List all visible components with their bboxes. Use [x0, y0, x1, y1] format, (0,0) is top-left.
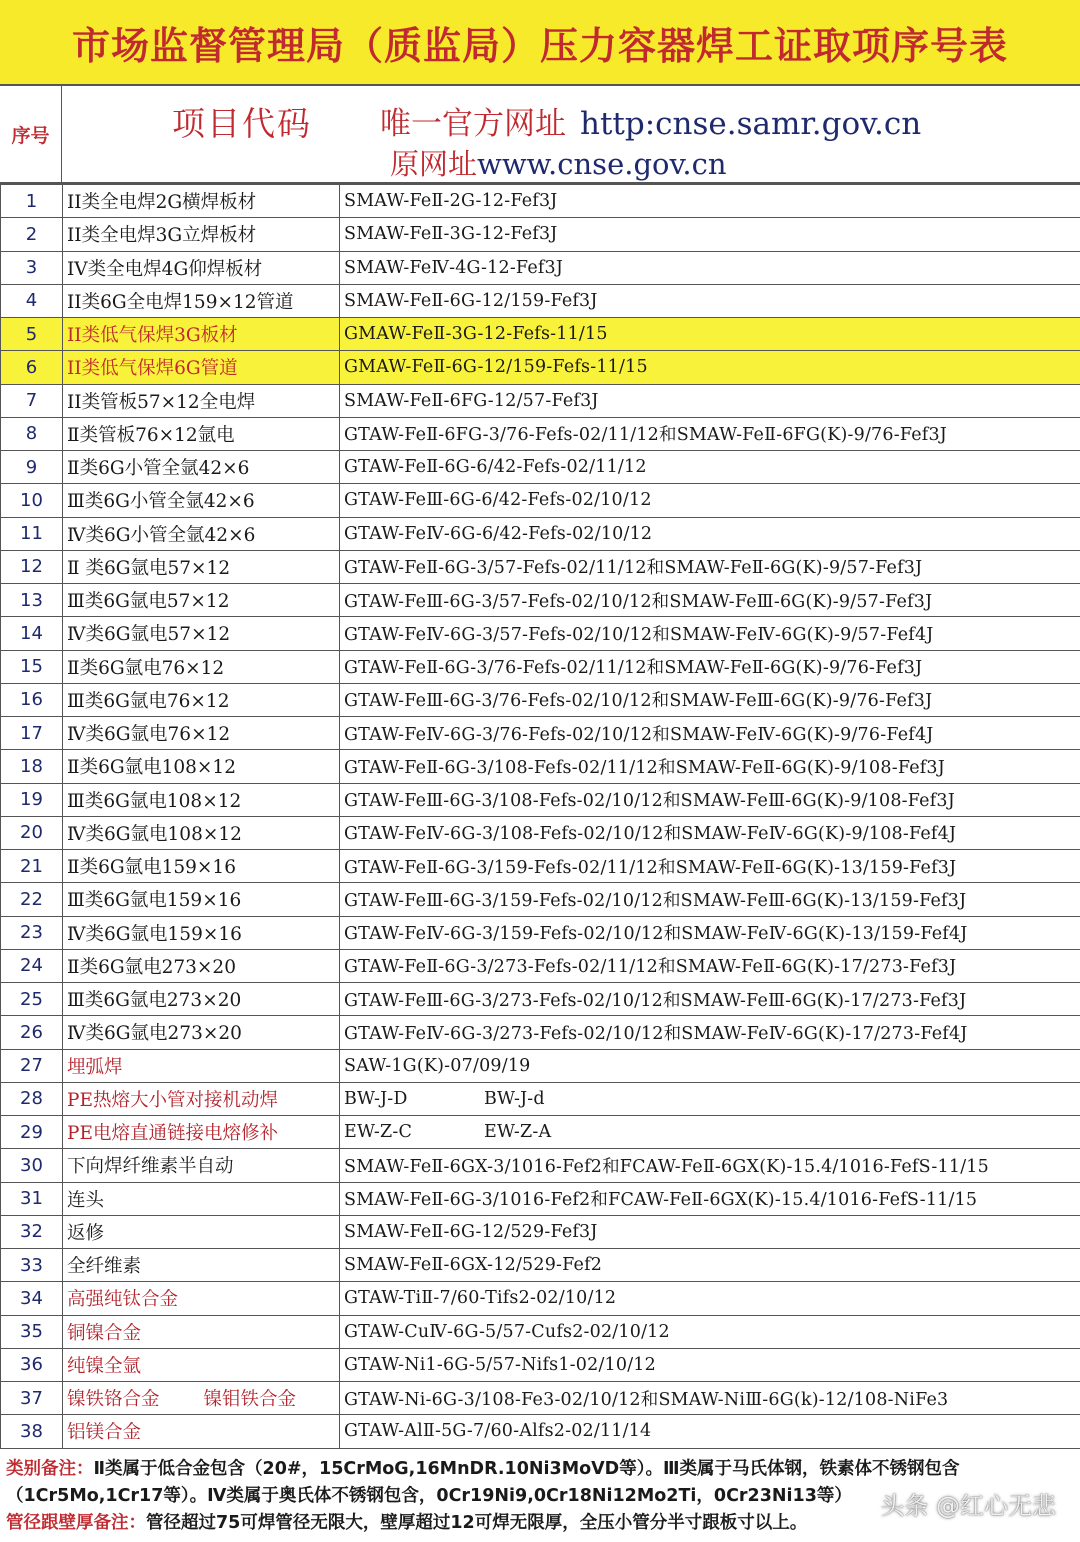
row-item-code: GTAW-FeⅢ-6G-3/57-Fefs-02/10/12和SMAW-FeⅢ-6G(K)-9/57-Fef3J — [340, 584, 1080, 617]
row-seq: 17 — [1, 717, 63, 750]
row-item-code: SMAW-FeⅡ-6FG-12/57-Fef3J — [340, 384, 1080, 417]
row-item-code: SMAW-FeⅡ-2G-12-Fef3J — [340, 185, 1080, 218]
row-item-code: GMAW-FeⅡ-6G-12/159-Fefs-11/15 — [340, 351, 1080, 384]
row-item-name: II类低气保焊3G板材 — [63, 318, 340, 351]
row-seq: 15 — [1, 650, 63, 683]
official-site — [380, 98, 921, 143]
row-item-name: II类6G全电焊159×12管道 — [63, 284, 340, 317]
table-row — [1, 949, 1080, 982]
certificate-table — [0, 184, 1080, 1449]
row-item-code: SAW-1G(K)-07/09/19 — [340, 1049, 1080, 1082]
row-item-code: GTAW-Ni-6G-3/108-Fe3-02/10/12和SMAW-NiⅢ-6G(k)-12/108-NiFe3 — [340, 1382, 1080, 1415]
row-item-name: Ⅳ类6G氩电273×20 — [63, 1016, 340, 1049]
pipe-note-text: 管径超过75可焊管径无限大，壁厚超过12可焊无限厚，全压小管分半寸跟板寸以上。 — [146, 1513, 808, 1533]
row-item-name: Ⅱ类6G氩电108×12 — [63, 750, 340, 783]
row-item-name: Ⅲ类6G氩电57×12 — [63, 584, 340, 617]
table-row — [1, 1116, 1080, 1149]
table-row — [1, 218, 1080, 251]
category-note — [6, 1456, 1074, 1483]
category-note-label: 类别备注： — [6, 1459, 94, 1479]
row-item-name: II类全电焊3G立焊板材 — [63, 218, 340, 251]
table-row — [1, 1149, 1080, 1182]
row-item-code: SMAW-FeⅡ-6GX-3/1016-Fef2和FCAW-FeⅡ-6GX(K)-15.4/1016-FefS-11/15 — [340, 1149, 1080, 1182]
row-item-code: SMAW-FeⅡ-6G-3/1016-Fef2和FCAW-FeⅡ-6GX(K)-15.4/1016-FefS-11/15 — [340, 1182, 1080, 1215]
row-item-name: Ⅱ 类6G氩电57×12 — [63, 550, 340, 583]
row-item-code: GTAW-AlⅡ-5G-7/60-Alfs2-02/11/14 — [340, 1415, 1080, 1448]
row-item-name: 下向焊纤维素半自动 — [63, 1149, 340, 1182]
row-seq: 33 — [1, 1249, 63, 1282]
table-row — [1, 351, 1080, 384]
row-item-code: SMAW-FeⅡ-6G-12/159-Fef3J — [340, 284, 1080, 317]
row-item-code: GTAW-FeⅣ-6G-3/108-Fefs-02/10/12和SMAW-FeⅣ-6G(K)-9/108-Fef4J — [340, 816, 1080, 849]
row-item-code: GTAW-CuⅣ-6G-5/57-Cufs2-02/10/12 — [340, 1315, 1080, 1348]
title-bar — [0, 0, 1080, 86]
row-seq: 32 — [1, 1215, 63, 1248]
row-item-code-b: EW-Z-A — [484, 1122, 552, 1143]
row-item-name: Ⅱ类6G小管全氩42×6 — [63, 451, 340, 484]
table-row — [1, 384, 1080, 417]
row-seq: 26 — [1, 1016, 63, 1049]
row-seq: 30 — [1, 1149, 63, 1182]
row-item-code: GTAW-FeⅣ-6G-3/76-Fefs-02/10/12和SMAW-FeⅣ-6G(K)-9/76-Fef4J — [340, 717, 1080, 750]
table-row — [1, 251, 1080, 284]
row-item-code: GTAW-FeⅢ-6G-3/76-Fefs-02/10/12和SMAW-FeⅢ-6G(K)-9/76-Fef3J — [340, 683, 1080, 716]
row-item-name: Ⅳ类6G小管全氩42×6 — [63, 517, 340, 550]
row-item-name: Ⅲ类6G氩电108×12 — [63, 783, 340, 816]
table-row — [1, 1348, 1080, 1381]
table-row — [1, 318, 1080, 351]
row-item-name: Ⅲ类6G小管全氩42×6 — [63, 484, 340, 517]
row-item-code: GTAW-FeⅡ-6G-6/42-Fefs-02/11/12 — [340, 451, 1080, 484]
row-seq: 10 — [1, 484, 63, 517]
row-item-code: GTAW-FeⅢ-6G-3/159-Fefs-02/10/12和SMAW-FeⅢ-6G(K)-13/159-Fef3J — [340, 883, 1080, 916]
row-item-name — [63, 1382, 340, 1415]
row-seq: 29 — [1, 1116, 63, 1149]
row-item-code: GTAW-FeⅡ-6G-3/273-Fefs-02/11/12和SMAW-FeⅡ-6G(K)-17/273-Fef3J — [340, 949, 1080, 982]
row-item-name: 纯镍全氩 — [63, 1348, 340, 1381]
table-row — [1, 816, 1080, 849]
row-item-code — [340, 1082, 1080, 1115]
row-item-code-b: BW-J-d — [484, 1088, 545, 1109]
table-row — [1, 850, 1080, 883]
row-item-code: GTAW-FeⅣ-6G-3/159-Fefs-02/10/12和SMAW-FeⅣ-6G(K)-13/159-Fef4J — [340, 916, 1080, 949]
table-row — [1, 1382, 1080, 1415]
old-site — [390, 142, 727, 183]
row-item-name: 连头 — [63, 1182, 340, 1215]
row-seq: 4 — [1, 284, 63, 317]
row-item-code: GMAW-FeⅡ-3G-12-Fefs-11/15 — [340, 318, 1080, 351]
table-row — [1, 983, 1080, 1016]
row-item-name: Ⅳ类6G氩电159×16 — [63, 916, 340, 949]
row-seq: 14 — [1, 617, 63, 650]
row-item-name: 高强纯钛合金 — [63, 1282, 340, 1315]
row-item-name: 全纤维素 — [63, 1249, 340, 1282]
table-row — [1, 1282, 1080, 1315]
table-row — [1, 284, 1080, 317]
official-site-label: 唯一官方网址 — [380, 106, 566, 142]
row-seq: 2 — [1, 218, 63, 251]
table-row — [1, 1182, 1080, 1215]
row-item-code: SMAW-FeⅡ-6G-12/529-Fef3J — [340, 1215, 1080, 1248]
watermark: 头条 @红心无悲 — [880, 1492, 1056, 1520]
row-item-code: SMAW-FeⅣ-4G-12-Fef3J — [340, 251, 1080, 284]
row-seq: 8 — [1, 417, 63, 450]
row-item-name: Ⅱ类6G氩电76×12 — [63, 650, 340, 683]
table-row — [1, 1415, 1080, 1448]
row-seq: 13 — [1, 584, 63, 617]
row-item-name: Ⅲ类6G氩电159×16 — [63, 883, 340, 916]
row-item-code: GTAW-FeⅡ-6G-3/108-Fefs-02/11/12和SMAW-FeⅡ-6G(K)-9/108-Fef3J — [340, 750, 1080, 783]
old-site-label: 原网址 — [390, 147, 478, 181]
row-item-code: GTAW-FeⅣ-6G-6/42-Fefs-02/10/12 — [340, 517, 1080, 550]
row-seq: 16 — [1, 683, 63, 716]
category-note-text-1: Ⅱ类属于低合金包含（20#，15CrMoG,16MnDR.10Ni3MoVD等）。Ⅲ类属于马氏体钢，铁素体不锈钢包含 — [93, 1459, 960, 1479]
row-item-name: 返修 — [63, 1215, 340, 1248]
table-row — [1, 783, 1080, 816]
row-item-name: 铜镍合金 — [63, 1315, 340, 1348]
row-item-name: II类全电焊2G横焊板材 — [63, 185, 340, 218]
table-row — [1, 1082, 1080, 1115]
table-row — [1, 650, 1080, 683]
table-row — [1, 617, 1080, 650]
table-row — [1, 750, 1080, 783]
row-item-code: GTAW-FeⅢ-6G-3/273-Fefs-02/10/12和SMAW-FeⅢ-6G(K)-17/273-Fef3J — [340, 983, 1080, 1016]
table-row — [1, 550, 1080, 583]
row-seq: 18 — [1, 750, 63, 783]
table-row — [1, 1215, 1080, 1248]
table-row — [1, 484, 1080, 517]
row-item-name: 铝镁合金 — [63, 1415, 340, 1448]
row-item-name: II类管板57×12全电焊 — [63, 384, 340, 417]
row-item-code: GTAW-FeⅡ-6G-3/57-Fefs-02/11/12和SMAW-FeⅡ-6G(K)-9/57-Fef3J — [340, 550, 1080, 583]
row-item-code-a: EW-Z-C — [344, 1122, 413, 1143]
table-row — [1, 883, 1080, 916]
row-seq: 35 — [1, 1315, 63, 1348]
table-row — [1, 916, 1080, 949]
row-item-code: GTAW-FeⅡ-6FG-3/76-Fefs-02/11/12和SMAW-FeⅡ-6FG(K)-9/76-Fef3J — [340, 417, 1080, 450]
row-item-name: Ⅳ类6G氩电57×12 — [63, 617, 340, 650]
table-header — [0, 86, 1080, 184]
pipe-note-label: 管径跟壁厚备注： — [6, 1513, 146, 1533]
official-site-url[interactable]: http:cnse.samr.gov.cn — [580, 106, 922, 142]
row-item-code: GTAW-FeⅣ-6G-3/273-Fefs-02/10/12和SMAW-FeⅣ-6G(K)-17/273-Fef4J — [340, 1016, 1080, 1049]
row-item-code: GTAW-FeⅢ-6G-3/108-Fefs-02/10/12和SMAW-FeⅢ-6G(K)-9/108-Fef3J — [340, 783, 1080, 816]
table-row — [1, 417, 1080, 450]
row-seq: 38 — [1, 1415, 63, 1448]
row-item-name: IV类全电焊4G仰焊板材 — [63, 251, 340, 284]
row-seq: 31 — [1, 1182, 63, 1215]
row-item-name-b: 镍钼铁合金 — [203, 1389, 297, 1411]
table-row — [1, 1016, 1080, 1049]
row-seq: 20 — [1, 816, 63, 849]
row-seq: 5 — [1, 318, 63, 351]
row-item-code: SMAW-FeⅡ-3G-12-Fef3J — [340, 218, 1080, 251]
row-seq: 34 — [1, 1282, 63, 1315]
row-item-name: II类低气保焊6G管道 — [63, 351, 340, 384]
row-seq: 27 — [1, 1049, 63, 1082]
row-seq: 7 — [1, 384, 63, 417]
table-row — [1, 683, 1080, 716]
row-item-name: Ⅱ类6G氩电273×20 — [63, 949, 340, 982]
row-item-code — [340, 1116, 1080, 1149]
row-item-code: GTAW-TiⅡ-7/60-Tifs2-02/10/12 — [340, 1282, 1080, 1315]
row-item-code: GTAW-FeⅡ-6G-3/76-Fefs-02/11/12和SMAW-FeⅡ-6G(K)-9/76-Fef3J — [340, 650, 1080, 683]
row-seq: 37 — [1, 1382, 63, 1415]
table-row — [1, 717, 1080, 750]
row-seq: 22 — [1, 883, 63, 916]
row-item-name-a: 镍铁铬合金 — [67, 1389, 160, 1411]
table-row — [1, 1049, 1080, 1082]
row-item-code: GTAW-Ni1-6G-5/57-Nifs1-02/10/12 — [340, 1348, 1080, 1381]
code-column-header: 项目代码 — [172, 104, 312, 143]
row-item-code: GTAW-FeⅣ-6G-3/57-Fefs-02/10/12和SMAW-FeⅣ-6G(K)-9/57-Fef4J — [340, 617, 1080, 650]
seq-column-header: 序号 — [0, 86, 62, 182]
table-row — [1, 1249, 1080, 1282]
row-seq: 24 — [1, 949, 63, 982]
table-row — [1, 451, 1080, 484]
row-seq: 6 — [1, 351, 63, 384]
row-seq: 3 — [1, 251, 63, 284]
page-title: 市场监督管理局（质监局）压力容器焊工证取项序号表 — [71, 23, 1008, 68]
row-seq: 1 — [1, 185, 63, 218]
row-item-name: Ⅳ类6G氩电76×12 — [63, 717, 340, 750]
row-seq: 12 — [1, 550, 63, 583]
category-note-text-2: （1Cr5Mo,1Cr17等）。Ⅳ类属于奥氏体不锈钢包含，0Cr19Ni9,0Cr18Ni12Mo2Ti，0Cr23Ni13等） — [6, 1486, 852, 1506]
table-row — [1, 185, 1080, 218]
row-item-name: 埋弧焊 — [63, 1049, 340, 1082]
row-item-name: PE电熔直通链接电熔修补 — [63, 1116, 340, 1149]
row-seq: 11 — [1, 517, 63, 550]
row-item-code: GTAW-FeⅡ-6G-3/159-Fefs-02/11/12和SMAW-FeⅡ-6G(K)-13/159-Fef3J — [340, 850, 1080, 883]
table-row — [1, 584, 1080, 617]
row-seq: 36 — [1, 1348, 63, 1381]
row-item-name: Ⅲ类6G氩电76×12 — [63, 683, 340, 716]
row-item-name: Ⅳ类6G氩电108×12 — [63, 816, 340, 849]
row-seq: 23 — [1, 916, 63, 949]
row-item-name: PE热熔大小管对接机动焊 — [63, 1082, 340, 1115]
table-row — [1, 1315, 1080, 1348]
row-item-code: GTAW-FeⅢ-6G-6/42-Fefs-02/10/12 — [340, 484, 1080, 517]
row-item-name: Ⅱ类6G氩电159×16 — [63, 850, 340, 883]
row-seq: 21 — [1, 850, 63, 883]
row-seq: 28 — [1, 1082, 63, 1115]
row-item-code: SMAW-FeⅡ-6GX-12/529-Fef2 — [340, 1249, 1080, 1282]
row-item-code-a: BW-J-D — [344, 1088, 408, 1109]
row-seq: 19 — [1, 783, 63, 816]
row-seq: 9 — [1, 451, 63, 484]
row-seq: 25 — [1, 983, 63, 1016]
row-item-name: Ⅲ类6G氩电273×20 — [63, 983, 340, 1016]
old-site-url[interactable]: www.cnse.gov.cn — [477, 147, 727, 181]
row-item-name: Ⅱ类管板76×12氩电 — [63, 417, 340, 450]
table-row — [1, 517, 1080, 550]
